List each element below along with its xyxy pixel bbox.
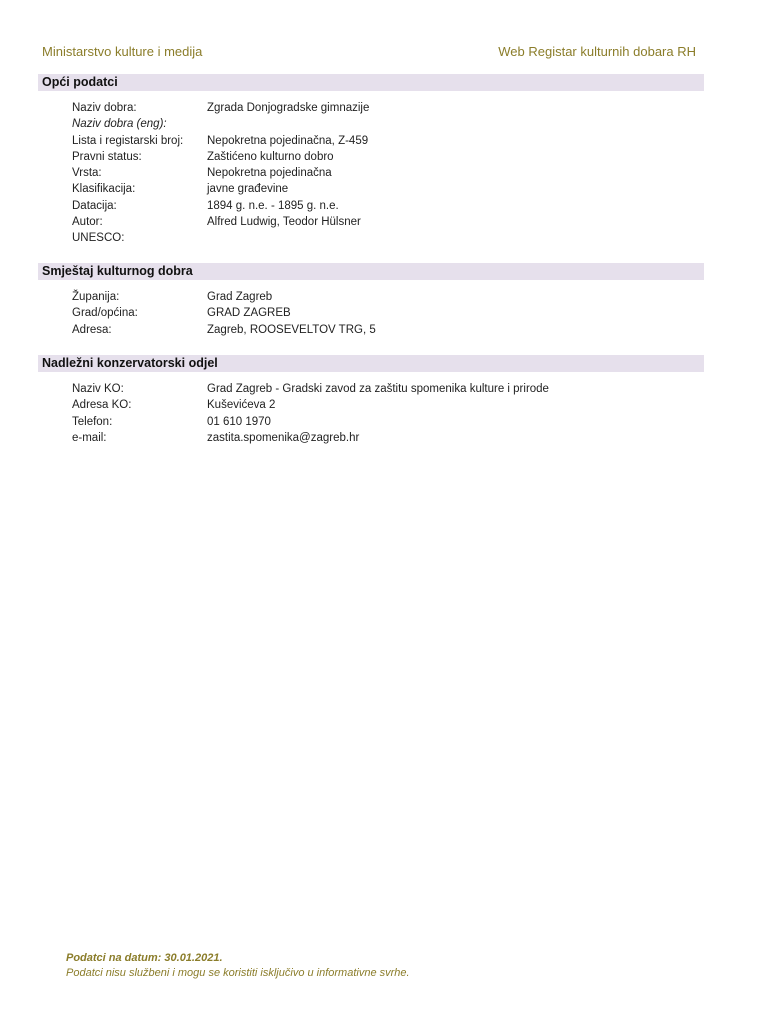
field-value: Nepokretna pojedinačna bbox=[207, 167, 332, 180]
field-value bbox=[207, 230, 704, 246]
section-title: Nadležni konzervatorski odjel bbox=[38, 355, 704, 372]
field-list bbox=[38, 381, 704, 446]
field-label: Županija: bbox=[72, 291, 120, 303]
disclaimer: Podatci nisu službeni i mogu se koristiti isključivo u informativne svrhe. bbox=[66, 967, 410, 979]
field-value: 1894 g. n.e. - 1895 g. n.e. bbox=[207, 199, 339, 212]
field-row bbox=[38, 149, 704, 165]
field-value: Zgrada Donjogradske gimnazije bbox=[207, 102, 370, 114]
field-row bbox=[38, 430, 704, 446]
field-list bbox=[38, 289, 704, 338]
field-value bbox=[207, 116, 704, 132]
field-label: Autor: bbox=[72, 216, 103, 229]
field-value: GRAD ZAGREB bbox=[207, 307, 291, 320]
section-general-data bbox=[38, 74, 704, 247]
field-label: Naziv dobra (eng): bbox=[72, 118, 167, 131]
section-title: Smještaj kulturnog dobra bbox=[38, 263, 704, 280]
field-label: Lista i registarski broj: bbox=[72, 134, 184, 147]
field-label: Vrsta: bbox=[72, 167, 102, 180]
field-row bbox=[38, 230, 704, 246]
page-header bbox=[42, 44, 696, 59]
field-row bbox=[38, 289, 704, 305]
field-label: Telefon: bbox=[72, 415, 113, 428]
field-value: javne građevine bbox=[207, 183, 289, 196]
email-value[interactable]: zastita.spomenika@zagreb.hr bbox=[207, 431, 360, 444]
field-value: Kuševićeva 2 bbox=[207, 399, 276, 412]
field-label: Klasifikacija: bbox=[72, 183, 136, 196]
field-label: Naziv dobra: bbox=[72, 102, 137, 114]
field-row bbox=[38, 165, 704, 181]
field-row bbox=[38, 214, 704, 230]
field-value: Alfred Ludwig, Teodor Hülsner bbox=[207, 216, 361, 229]
field-label: Naziv KO: bbox=[72, 383, 124, 395]
field-value: Grad Zagreb bbox=[207, 291, 273, 303]
field-row bbox=[38, 100, 704, 116]
field-value: 01 610 1970 bbox=[207, 415, 271, 428]
field-row bbox=[38, 198, 704, 214]
data-date: Podatci na datum: 30.01.2021. bbox=[66, 952, 223, 964]
field-row bbox=[38, 133, 704, 149]
field-row bbox=[38, 116, 704, 132]
field-value: Nepokretna pojedinačna, Z-459 bbox=[207, 134, 369, 147]
ministry-name: Ministarstvo kulture i medija bbox=[42, 44, 203, 59]
field-label: Adresa KO: bbox=[72, 399, 132, 412]
section-conservation-office bbox=[38, 355, 704, 446]
field-value: Grad Zagreb - Gradski zavod za zaštitu spomenika kulture i prirode bbox=[207, 383, 549, 395]
field-row bbox=[38, 322, 704, 338]
field-row bbox=[38, 414, 704, 430]
field-row bbox=[38, 397, 704, 413]
field-label: UNESCO: bbox=[72, 232, 125, 245]
field-label: Datacija: bbox=[72, 199, 117, 212]
field-label: Grad/općina: bbox=[72, 307, 138, 320]
field-row bbox=[38, 381, 704, 397]
section-location bbox=[38, 263, 704, 338]
field-row bbox=[38, 181, 704, 197]
page-footer bbox=[66, 951, 410, 981]
field-label: Pravni status: bbox=[72, 150, 142, 163]
field-value: Zaštićeno kulturno dobro bbox=[207, 150, 334, 163]
registry-name: Web Registar kulturnih dobara RH bbox=[498, 44, 696, 59]
field-row bbox=[38, 305, 704, 321]
field-label: e-mail: bbox=[72, 431, 107, 444]
field-value: Zagreb, ROOSEVELTOV TRG, 5 bbox=[207, 323, 376, 336]
section-title: Opći podatci bbox=[38, 74, 704, 91]
field-list bbox=[38, 100, 704, 247]
field-label: Adresa: bbox=[72, 323, 112, 336]
